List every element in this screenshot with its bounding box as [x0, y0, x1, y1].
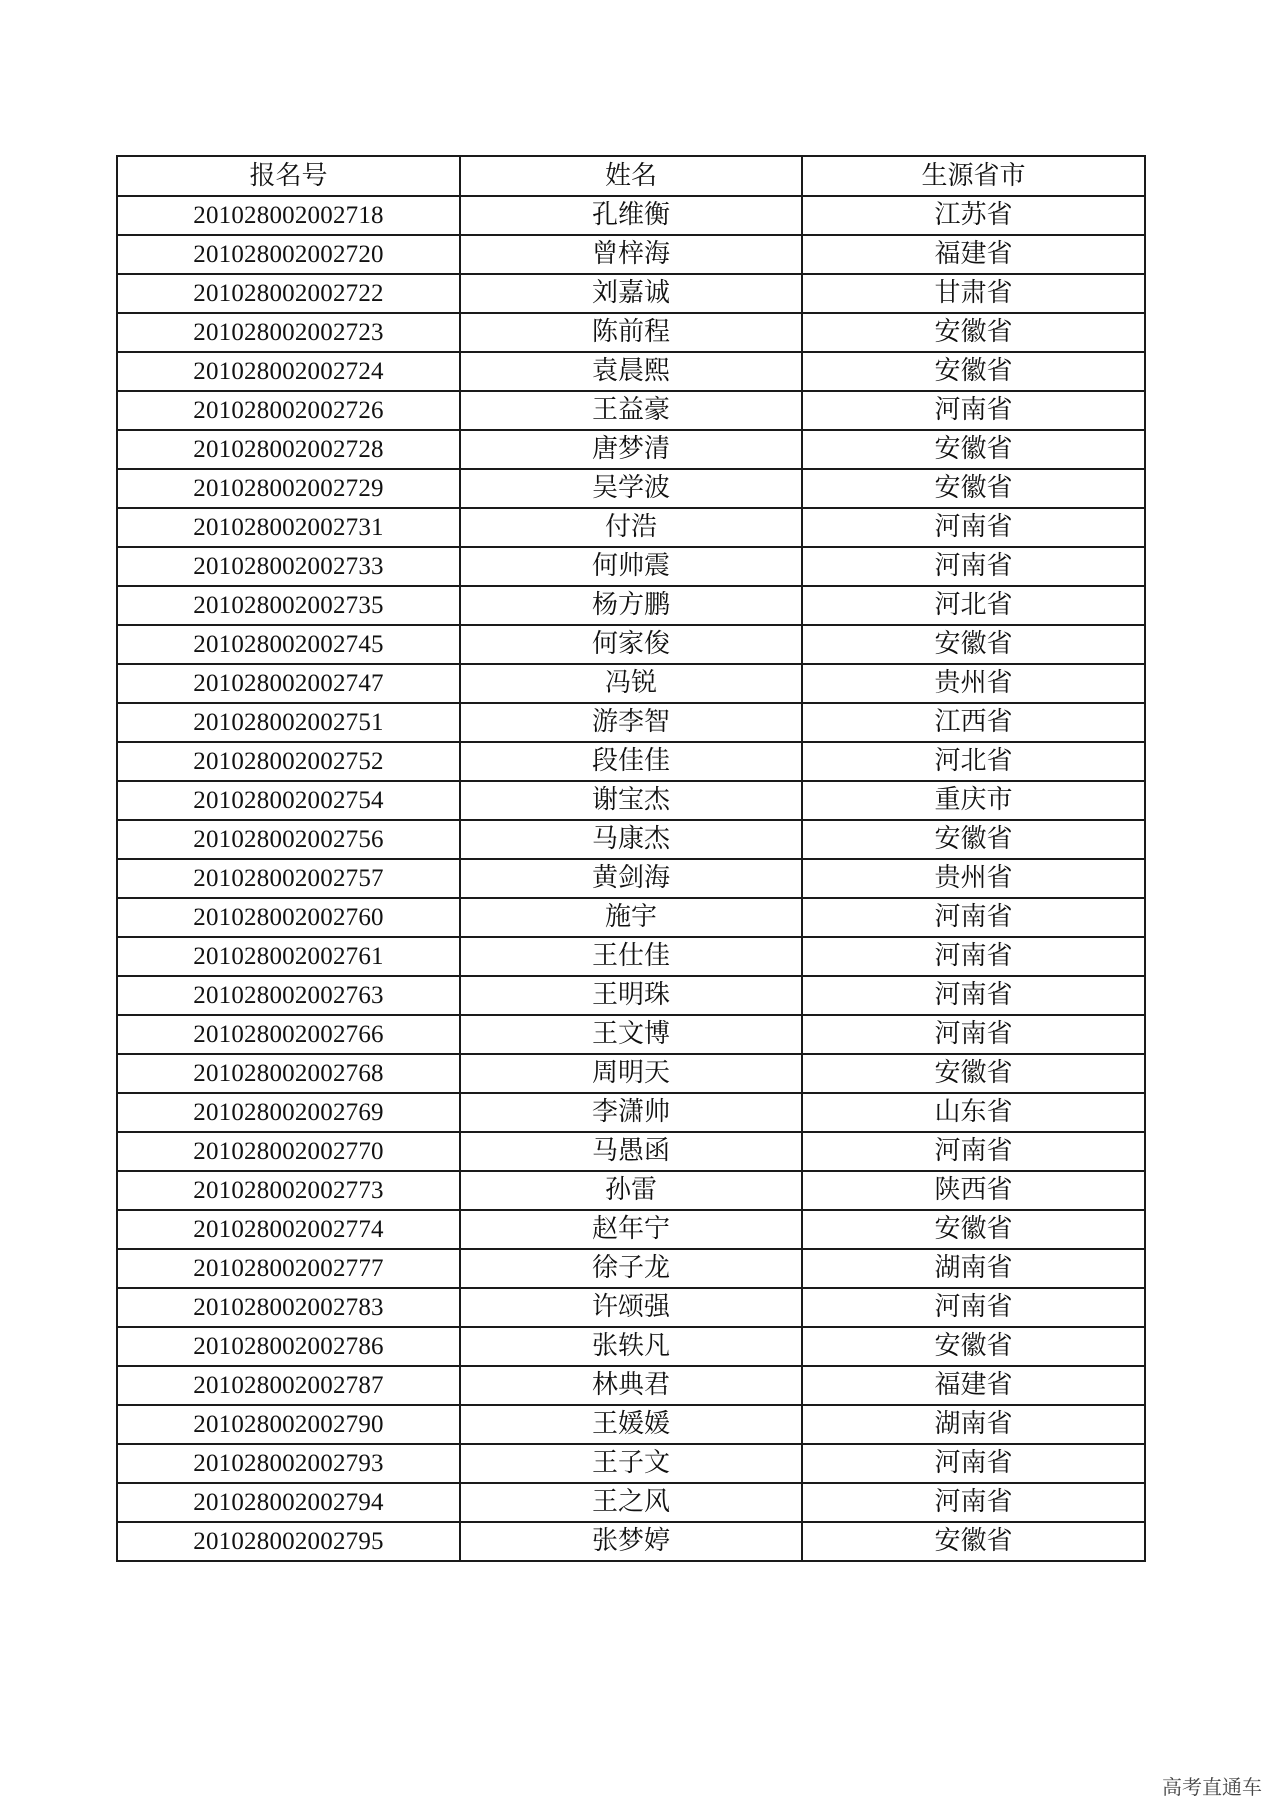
- registration-number-cell: 201028002002794: [117, 1483, 460, 1522]
- registration-number-cell: 201028002002795: [117, 1522, 460, 1561]
- student-name-cell: 王子文: [460, 1444, 802, 1483]
- student-name-cell: 孔维衡: [460, 196, 802, 235]
- origin-province-cell: 湖南省: [802, 1249, 1145, 1288]
- table-row: [117, 937, 1145, 976]
- registration-number-cell: 201028002002751: [117, 703, 460, 742]
- table-row: [117, 1015, 1145, 1054]
- origin-province-cell: 河南省: [802, 1444, 1145, 1483]
- table-row: [117, 976, 1145, 1015]
- table-row: [117, 1054, 1145, 1093]
- student-name-cell: 王之风: [460, 1483, 802, 1522]
- table-row: [117, 1249, 1145, 1288]
- table-row: [117, 625, 1145, 664]
- table-row: [117, 430, 1145, 469]
- registration-number-cell: 201028002002718: [117, 196, 460, 235]
- registration-number-cell: 201028002002786: [117, 1327, 460, 1366]
- registration-number-cell: 201028002002724: [117, 352, 460, 391]
- student-name-cell: 吴学波: [460, 469, 802, 508]
- student-name-cell: 曾梓海: [460, 235, 802, 274]
- header-registration-number: 报名号: [117, 156, 460, 196]
- student-name-cell: 王媛媛: [460, 1405, 802, 1444]
- origin-province-cell: 河南省: [802, 976, 1145, 1015]
- watermark-text: 高考直通车: [1162, 1775, 1262, 1799]
- registration-number-cell: 201028002002768: [117, 1054, 460, 1093]
- registration-number-cell: 201028002002754: [117, 781, 460, 820]
- origin-province-cell: 安徽省: [802, 352, 1145, 391]
- table-row: [117, 703, 1145, 742]
- origin-province-cell: 河南省: [802, 547, 1145, 586]
- header-row: [117, 156, 1145, 196]
- student-name-cell: 王益豪: [460, 391, 802, 430]
- admission-roster-table: [116, 155, 1146, 1562]
- registration-number-cell: 201028002002731: [117, 508, 460, 547]
- registration-number-cell: 201028002002783: [117, 1288, 460, 1327]
- student-name-cell: 游李智: [460, 703, 802, 742]
- table-row: [117, 547, 1145, 586]
- student-name-cell: 周明天: [460, 1054, 802, 1093]
- table-row: [117, 1093, 1145, 1132]
- registration-number-cell: 201028002002773: [117, 1171, 460, 1210]
- origin-province-cell: 安徽省: [802, 469, 1145, 508]
- registration-number-cell: 201028002002723: [117, 313, 460, 352]
- origin-province-cell: 安徽省: [802, 820, 1145, 859]
- student-name-cell: 王文博: [460, 1015, 802, 1054]
- registration-number-cell: 201028002002756: [117, 820, 460, 859]
- student-name-cell: 唐梦清: [460, 430, 802, 469]
- origin-province-cell: 江苏省: [802, 196, 1145, 235]
- registration-number-cell: 201028002002728: [117, 430, 460, 469]
- origin-province-cell: 河南省: [802, 508, 1145, 547]
- origin-province-cell: 河南省: [802, 1132, 1145, 1171]
- table-row: [117, 1366, 1145, 1405]
- student-name-cell: 刘嘉诚: [460, 274, 802, 313]
- table-row: [117, 235, 1145, 274]
- origin-province-cell: 河北省: [802, 586, 1145, 625]
- origin-province-cell: 安徽省: [802, 313, 1145, 352]
- table-row: [117, 313, 1145, 352]
- admission-roster-sheet: [116, 155, 1144, 1562]
- registration-number-cell: 201028002002757: [117, 859, 460, 898]
- table-row: [117, 274, 1145, 313]
- origin-province-cell: 湖南省: [802, 1405, 1145, 1444]
- origin-province-cell: 贵州省: [802, 664, 1145, 703]
- student-name-cell: 何帅震: [460, 547, 802, 586]
- table-row: [117, 664, 1145, 703]
- table-row: [117, 1210, 1145, 1249]
- origin-province-cell: 河南省: [802, 898, 1145, 937]
- origin-province-cell: 安徽省: [802, 1210, 1145, 1249]
- origin-province-cell: 河南省: [802, 1288, 1145, 1327]
- registration-number-cell: 201028002002747: [117, 664, 460, 703]
- table-row: [117, 196, 1145, 235]
- registration-number-cell: 201028002002770: [117, 1132, 460, 1171]
- registration-number-cell: 201028002002729: [117, 469, 460, 508]
- student-name-cell: 何家俊: [460, 625, 802, 664]
- origin-province-cell: 河北省: [802, 742, 1145, 781]
- registration-number-cell: 201028002002761: [117, 937, 460, 976]
- table-header: [117, 156, 1145, 196]
- table-row: [117, 1288, 1145, 1327]
- table-row: [117, 1483, 1145, 1522]
- origin-province-cell: 安徽省: [802, 625, 1145, 664]
- student-name-cell: 张梦婷: [460, 1522, 802, 1561]
- origin-province-cell: 安徽省: [802, 1054, 1145, 1093]
- registration-number-cell: 201028002002763: [117, 976, 460, 1015]
- registration-number-cell: 201028002002790: [117, 1405, 460, 1444]
- registration-number-cell: 201028002002745: [117, 625, 460, 664]
- origin-province-cell: 河南省: [802, 1015, 1145, 1054]
- table-row: [117, 859, 1145, 898]
- table-row: [117, 1405, 1145, 1444]
- student-name-cell: 李潇帅: [460, 1093, 802, 1132]
- student-name-cell: 冯锐: [460, 664, 802, 703]
- table-row: [117, 742, 1145, 781]
- registration-number-cell: 201028002002735: [117, 586, 460, 625]
- origin-province-cell: 安徽省: [802, 1327, 1145, 1366]
- registration-number-cell: 201028002002777: [117, 1249, 460, 1288]
- registration-number-cell: 201028002002769: [117, 1093, 460, 1132]
- student-name-cell: 马康杰: [460, 820, 802, 859]
- registration-number-cell: 201028002002766: [117, 1015, 460, 1054]
- student-name-cell: 孙雷: [460, 1171, 802, 1210]
- origin-province-cell: 山东省: [802, 1093, 1145, 1132]
- origin-province-cell: 江西省: [802, 703, 1145, 742]
- student-name-cell: 杨方鹏: [460, 586, 802, 625]
- table-body: [117, 196, 1145, 1561]
- registration-number-cell: 201028002002760: [117, 898, 460, 937]
- origin-province-cell: 河南省: [802, 1483, 1145, 1522]
- student-name-cell: 王仕佳: [460, 937, 802, 976]
- origin-province-cell: 河南省: [802, 391, 1145, 430]
- origin-province-cell: 陕西省: [802, 1171, 1145, 1210]
- student-name-cell: 施宇: [460, 898, 802, 937]
- registration-number-cell: 201028002002726: [117, 391, 460, 430]
- student-name-cell: 徐子龙: [460, 1249, 802, 1288]
- registration-number-cell: 201028002002722: [117, 274, 460, 313]
- registration-number-cell: 201028002002774: [117, 1210, 460, 1249]
- registration-number-cell: 201028002002720: [117, 235, 460, 274]
- student-name-cell: 张轶凡: [460, 1327, 802, 1366]
- table-row: [117, 820, 1145, 859]
- table-row: [117, 1444, 1145, 1483]
- student-name-cell: 黄剑海: [460, 859, 802, 898]
- student-name-cell: 段佳佳: [460, 742, 802, 781]
- student-name-cell: 赵年宁: [460, 1210, 802, 1249]
- origin-province-cell: 甘肃省: [802, 274, 1145, 313]
- table-row: [117, 586, 1145, 625]
- origin-province-cell: 贵州省: [802, 859, 1145, 898]
- student-name-cell: 付浩: [460, 508, 802, 547]
- table-row: [117, 391, 1145, 430]
- registration-number-cell: 201028002002733: [117, 547, 460, 586]
- origin-province-cell: 河南省: [802, 937, 1145, 976]
- student-name-cell: 许颂强: [460, 1288, 802, 1327]
- origin-province-cell: 安徽省: [802, 1522, 1145, 1561]
- student-name-cell: 林典君: [460, 1366, 802, 1405]
- student-name-cell: 王明珠: [460, 976, 802, 1015]
- table-row: [117, 898, 1145, 937]
- table-row: [117, 508, 1145, 547]
- student-name-cell: 谢宝杰: [460, 781, 802, 820]
- origin-province-cell: 福建省: [802, 1366, 1145, 1405]
- student-name-cell: 陈前程: [460, 313, 802, 352]
- table-row: [117, 469, 1145, 508]
- student-name-cell: 袁晨熙: [460, 352, 802, 391]
- table-row: [117, 352, 1145, 391]
- table-row: [117, 1171, 1145, 1210]
- origin-province-cell: 重庆市: [802, 781, 1145, 820]
- registration-number-cell: 201028002002752: [117, 742, 460, 781]
- table-row: [117, 1522, 1145, 1561]
- registration-number-cell: 201028002002787: [117, 1366, 460, 1405]
- student-name-cell: 马愚函: [460, 1132, 802, 1171]
- table-row: [117, 1327, 1145, 1366]
- header-origin-province: 生源省市: [802, 156, 1145, 196]
- registration-number-cell: 201028002002793: [117, 1444, 460, 1483]
- header-name: 姓名: [460, 156, 802, 196]
- table-row: [117, 1132, 1145, 1171]
- origin-province-cell: 福建省: [802, 235, 1145, 274]
- origin-province-cell: 安徽省: [802, 430, 1145, 469]
- table-row: [117, 781, 1145, 820]
